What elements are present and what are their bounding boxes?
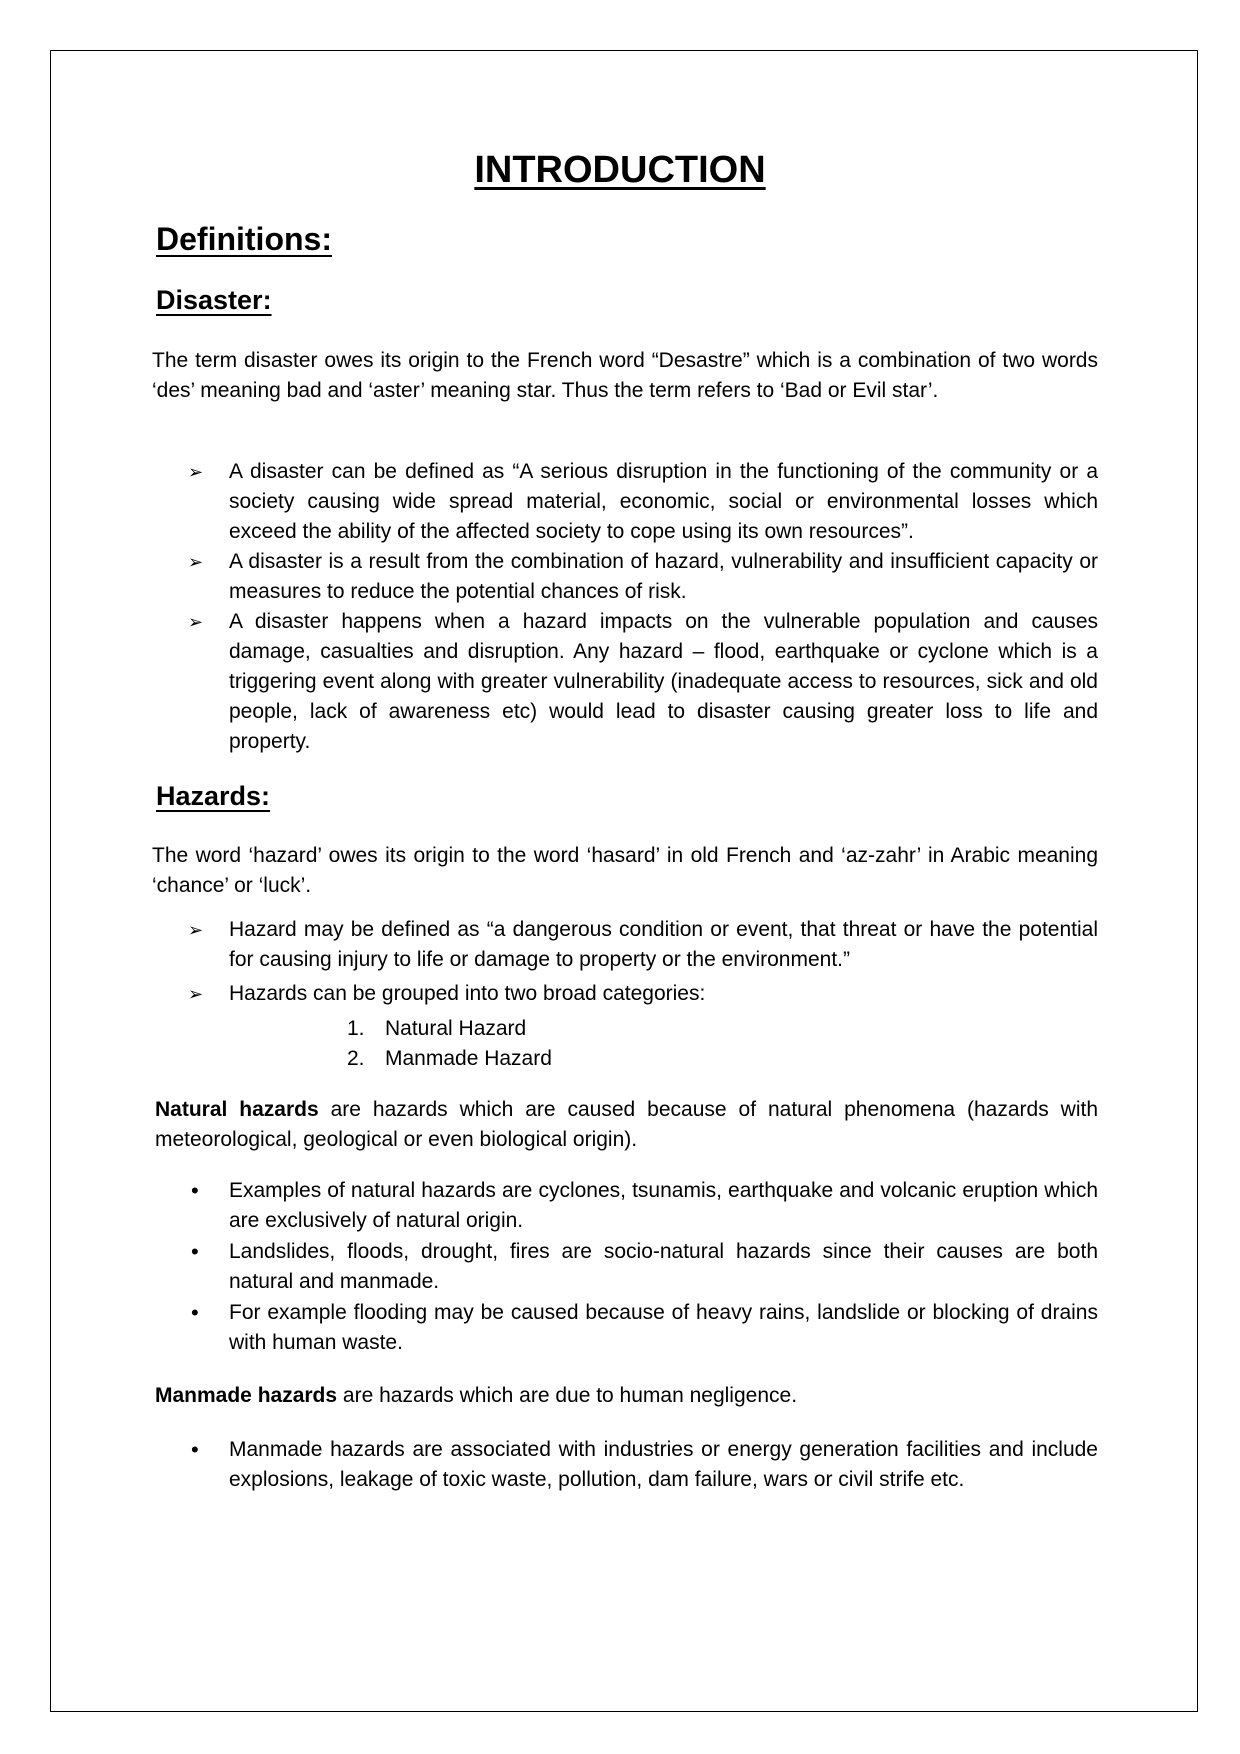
list-item: ➢ A disaster is a result from the combination of hazard, vulnerability and insufficient capacity or measures to reduce the potential chances of risk. — [188, 547, 1098, 607]
natural-hazards-bullet-list — [188, 1176, 1098, 1358]
list-item: • For example flooding may be caused because of heavy rains, landslide or blocking of drains with human waste. — [191, 1300, 1098, 1354]
arrow-bullet-icon: ➢ — [188, 984, 204, 1004]
bullet-dot-icon: • — [191, 1178, 199, 1203]
list-item: • Landslides, floods, drought, fires are socio-natural hazards since their causes are both natural and manmade. — [191, 1239, 1098, 1293]
arrow-bullet-icon: ➢ — [188, 920, 204, 940]
arrow-bullet-icon: ➢ — [188, 552, 204, 572]
hazards-intro: The word ‘hazard’ owes its origin to the word ‘hasard’ in old French and ‘az-zahr’ in Arabic meaning ‘chance’ or ‘luck’. — [152, 844, 1098, 897]
list-item: 1. Natural Hazard — [347, 1017, 527, 1040]
list-item: • Manmade hazards are associated with industries or energy generation facilities and include explosions, leakage of toxic waste, pollution, dam failure, wars or civil strife etc. — [191, 1437, 1098, 1491]
bullet-dot-icon: • — [191, 1239, 199, 1264]
list-item: ➢ Hazard may be defined as “a dangerous condition or event, that threat or have the potential for causing injury to life or damage to property or the environment.” — [188, 915, 1098, 975]
list-item: ➢ A disaster can be defined as “A serious disruption in the functioning of the community or a society causing wide spread material, economic, social or environmental losses which exceed the ability of the affected society to cope using its own resources”. — [188, 457, 1098, 547]
disaster-intro: The term disaster owes its origin to the French word “Desastre” which is a combination of two words ‘des’ meaning bad and ‘aster’ meaning star. Thus the term refers to ‘Bad or Evil star’. — [152, 349, 1098, 402]
list-item: • Examples of natural hazards are cyclones, tsunamis, earthquake and volcanic eruption which are exclusively of natural origin. — [191, 1178, 1098, 1232]
definitions-heading: Definitions: — [156, 221, 332, 257]
page-title: INTRODUCTION — [474, 149, 766, 191]
bullet-dot-icon: • — [191, 1437, 199, 1462]
natural-hazards-term: Natural hazards — [155, 1098, 319, 1121]
manmade-hazards-bullet-list — [188, 1435, 1098, 1495]
arrow-bullet-icon: ➢ — [188, 612, 204, 632]
bullet-dot-icon: • — [191, 1300, 199, 1325]
list-item: ➢ Hazards can be grouped into two broad categories: — [188, 979, 1098, 1009]
disaster-bullet-list — [188, 457, 1098, 757]
hazards-bullet-list — [188, 915, 1098, 1009]
list-item: 2. Manmade Hazard — [347, 1047, 552, 1070]
manmade-hazards-definition: Manmade hazards are hazards which are due to human negligence. — [155, 1384, 798, 1407]
hazard-categories-list — [347, 1014, 552, 1074]
natural-hazards-definition: Natural hazards are hazards which are caused because of natural phenomena (hazards with meteorological, geological or even biological origin). — [155, 1098, 1098, 1151]
disaster-heading: Disaster: — [156, 285, 272, 315]
hazards-heading: Hazards: — [156, 781, 271, 811]
manmade-hazards-term: Manmade hazards — [155, 1384, 338, 1407]
list-item: ➢ A disaster happens when a hazard impacts on the vulnerable population and causes damage, casualties and disruption. Any hazard – flood, earthquake or cyclone which is a triggering event along with greater vulnerability (inadequate access to resources, sick and old people, lack of awareness etc) would lead to disaster causing greater loss to life and property. — [188, 607, 1098, 757]
arrow-bullet-icon: ➢ — [188, 462, 204, 482]
